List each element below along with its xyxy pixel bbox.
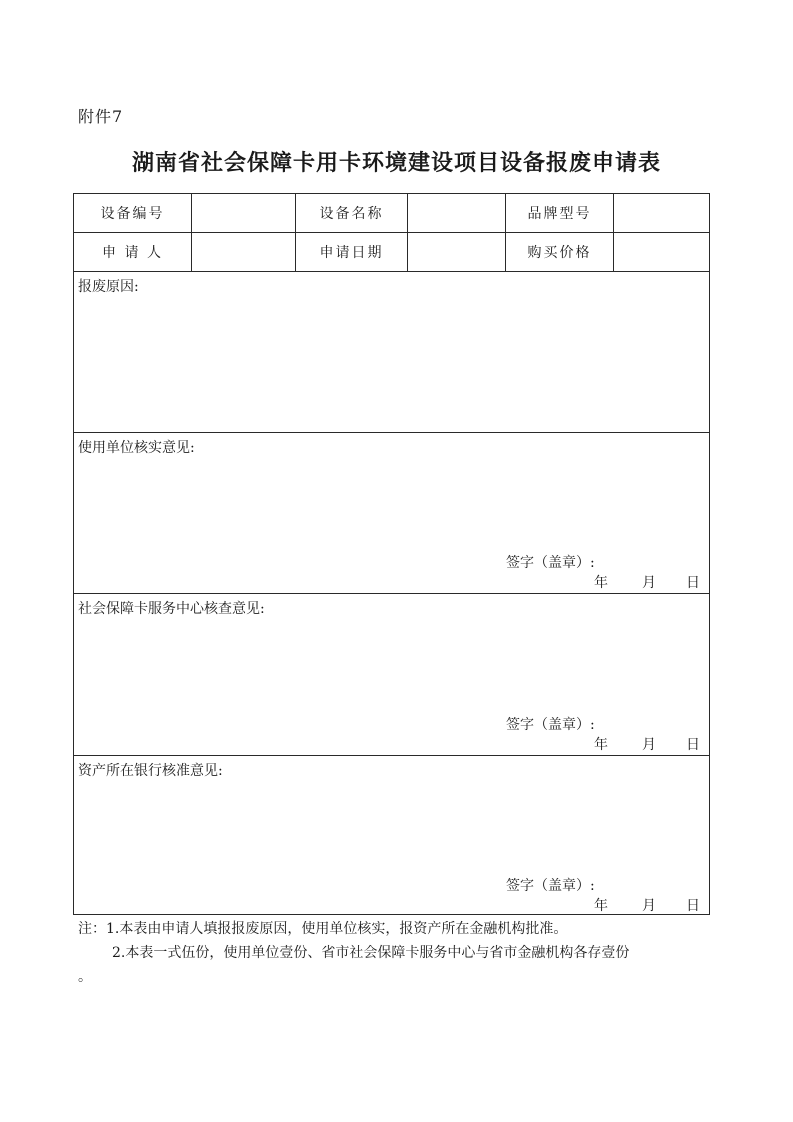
bank-date-day: 日 [686, 898, 700, 914]
applicant-field[interactable] [192, 233, 296, 272]
note-line-3: 。 [78, 969, 92, 985]
equipment-name-field[interactable] [408, 194, 506, 233]
bank-date-month: 月 [642, 898, 656, 914]
section-reason [74, 272, 710, 433]
form-row-applicant [74, 233, 710, 272]
apply-date-field[interactable] [408, 233, 506, 272]
section-center [74, 594, 710, 756]
unit-date-year: 年 [594, 575, 608, 591]
note-line-1: 注：1.本表由申请人填报报废原因，使用单位核实，报资产所在金融机构批准。 [78, 921, 568, 937]
attachment-label: 附件7 [78, 107, 124, 126]
center-sign-label: 签字（盖章）: [506, 717, 595, 733]
unit-opinion-cell[interactable] [74, 433, 710, 594]
bank-opinion-title: 资产所在银行核准意见: [78, 763, 223, 779]
center-opinion-title: 社会保障卡服务中心核查意见: [78, 601, 265, 617]
equipment-id-label: 设备编号 [74, 194, 192, 233]
purchase-price-label: 购买价格 [506, 233, 614, 272]
center-date-day: 日 [686, 737, 700, 753]
center-date-year: 年 [594, 737, 608, 753]
applicant-label: 申 请 人 [74, 233, 192, 272]
equipment-id-field[interactable] [192, 194, 296, 233]
reason-title: 报废原因: [78, 279, 139, 295]
bank-sign-label: 签字（盖章）: [506, 878, 595, 894]
scrap-application-form [73, 193, 710, 915]
note-line-2: 2.本表一式伍份，使用单位壹份、省市社会保障卡服务中心与省市金融机构各存壹份 [112, 945, 630, 961]
unit-date-day: 日 [686, 575, 700, 591]
unit-date-month: 月 [642, 575, 656, 591]
section-unit [74, 433, 710, 594]
center-date-month: 月 [642, 737, 656, 753]
apply-date-label: 申请日期 [296, 233, 408, 272]
form-notes [78, 917, 718, 989]
center-opinion-cell[interactable] [74, 594, 710, 756]
reason-cell[interactable] [74, 272, 710, 433]
equipment-name-label: 设备名称 [296, 194, 408, 233]
form-row-equipment [74, 194, 710, 233]
unit-sign-label: 签字（盖章）: [506, 555, 595, 571]
form-title: 湖南省社会保障卡用卡环境建设项目设备报废申请表 [131, 150, 661, 176]
section-bank [74, 756, 710, 915]
bank-date-year: 年 [594, 898, 608, 914]
bank-opinion-cell[interactable] [74, 756, 710, 915]
purchase-price-field[interactable] [614, 233, 710, 272]
brand-model-label: 品牌型号 [506, 194, 614, 233]
unit-opinion-title: 使用单位核实意见: [78, 440, 195, 456]
brand-model-field[interactable] [614, 194, 710, 233]
